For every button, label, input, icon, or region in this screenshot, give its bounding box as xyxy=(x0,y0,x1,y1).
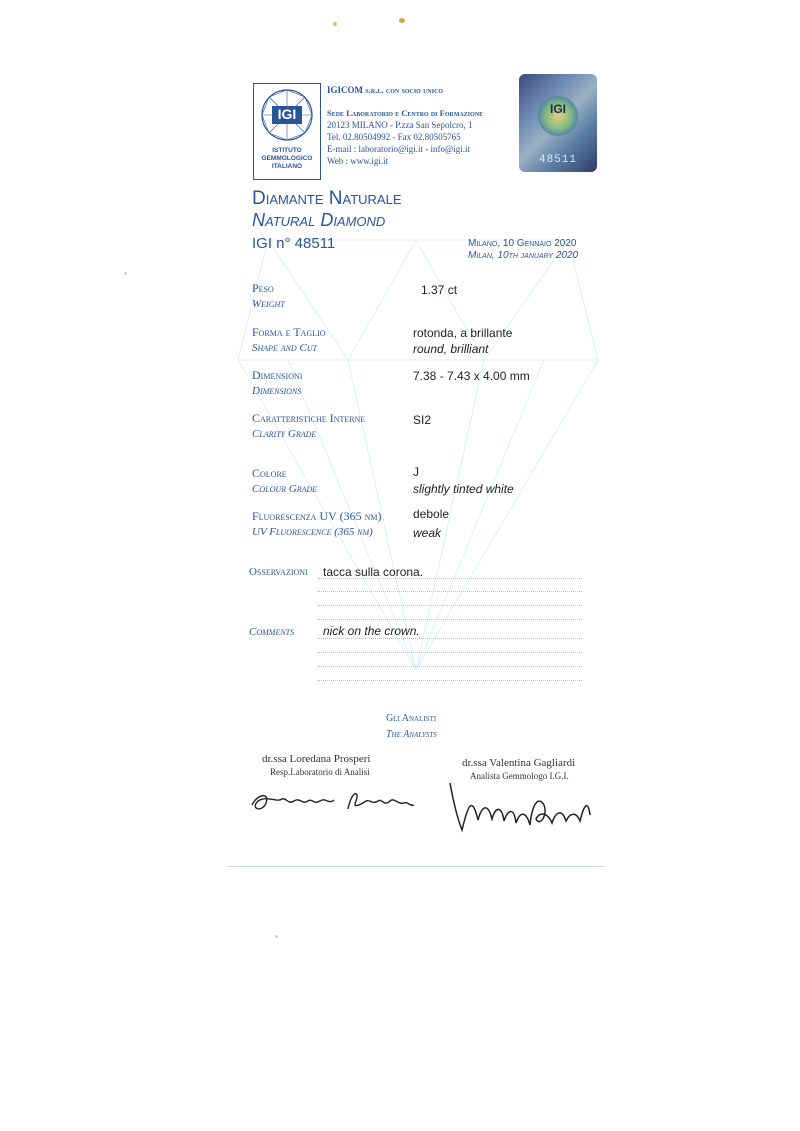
field-label-en: UV Fluorescence (365 nm) xyxy=(252,526,373,538)
analysts-title-it: Gli Analisti xyxy=(386,713,437,724)
field-value-it: J xyxy=(413,465,419,479)
field-label-it: Fluorescenza UV (365 nm) xyxy=(252,509,382,523)
scan-speck xyxy=(275,935,278,938)
analyst-right-name: dr.ssa Valentina Gagliardi xyxy=(462,757,576,769)
field-value-en: round, brilliant xyxy=(413,342,489,356)
field-value-en: slightly tinted white xyxy=(413,482,514,496)
dotted-line xyxy=(318,578,582,579)
dotted-line xyxy=(318,638,582,639)
address-title: Sede Laboratorio e Centro di Formazione xyxy=(327,108,484,118)
field-label-it: Peso xyxy=(252,281,274,295)
date-it: Milano, 10 Gennaio 2020 xyxy=(468,238,577,249)
dotted-line xyxy=(318,666,582,667)
scan-speck xyxy=(124,272,127,275)
signature-right xyxy=(444,775,594,845)
dotted-line xyxy=(318,591,582,592)
field-value-it: debole xyxy=(413,507,450,521)
scan-speck xyxy=(399,18,405,23)
dotted-line xyxy=(318,680,582,681)
analyst-right-role: Analista Gemmologo I.G.I. xyxy=(470,771,569,781)
comments-label-en: Comments xyxy=(249,626,295,638)
certificate-number: IGI n° 48511 xyxy=(252,235,336,252)
field-label-it: Forma e Taglio xyxy=(252,325,326,339)
analyst-left-name: dr.ssa Loredana Prosperi xyxy=(262,753,371,765)
field-value-it: 7.38 - 7.43 x 4.00 mm xyxy=(413,369,530,383)
certificate-sheet xyxy=(228,60,604,867)
field-label-en: Dimensions xyxy=(252,385,302,397)
dotted-line xyxy=(318,605,582,606)
field-value-it: SI2 xyxy=(413,413,432,427)
field-label-en: Shape and Cut xyxy=(252,342,318,354)
analysts-title-en: The Analysts xyxy=(386,729,437,740)
hologram-seal xyxy=(519,74,597,172)
address-line: 20123 MILANO - P.zza San Sepolcro, 1 xyxy=(327,120,473,130)
logo-line: GEMMOLOGICO xyxy=(261,155,313,162)
hologram-number: 48511 xyxy=(539,154,578,166)
email-line: E-mail : laboratorio@igi.it - info@igi.it xyxy=(327,144,471,154)
date-en: Milan, 10th january 2020 xyxy=(468,250,579,261)
igi-logo xyxy=(253,83,321,180)
phone-line: Tel. 02.80504992 - Fax 02.80505765 xyxy=(327,132,461,142)
hologram-label: IGI xyxy=(549,102,566,116)
title-it: Diamante Naturale xyxy=(252,188,402,209)
comments-label-it: Osservazioni xyxy=(249,566,308,578)
dotted-line xyxy=(318,619,582,620)
comments-value-en: nick on the crown. xyxy=(323,624,420,638)
field-label-en: Colour Grade xyxy=(252,483,318,495)
comments-value-it: tacca sulla corona. xyxy=(323,565,424,579)
scan-speck xyxy=(333,22,337,26)
logo-line: ISTITUTO xyxy=(272,147,302,154)
logo-line: ITALIANO xyxy=(271,163,303,170)
company-name: IGICOM s.r.l. con socio unico xyxy=(327,85,444,95)
field-label-it: Caratteristiche Interne xyxy=(252,411,366,425)
title-en: Natural Diamond xyxy=(252,210,386,230)
analyst-left-role: Resp.Laboratorio di Analisi xyxy=(270,767,370,777)
field-label-en: Clarity Grade xyxy=(252,428,317,440)
field-value-en: weak xyxy=(413,526,442,540)
field-label-it: Dimensioni xyxy=(252,368,303,382)
field-value-it: 1.37 ct xyxy=(421,283,458,297)
web-line: Web : www.igi.it xyxy=(327,156,389,166)
logo-acronym: IGI xyxy=(277,106,297,122)
field-label-en: Weight xyxy=(252,298,285,310)
signature-left xyxy=(248,783,428,823)
field-label-it: Colore xyxy=(252,466,287,480)
field-value-it: rotonda, a brillante xyxy=(413,326,513,340)
dotted-line xyxy=(318,652,582,653)
